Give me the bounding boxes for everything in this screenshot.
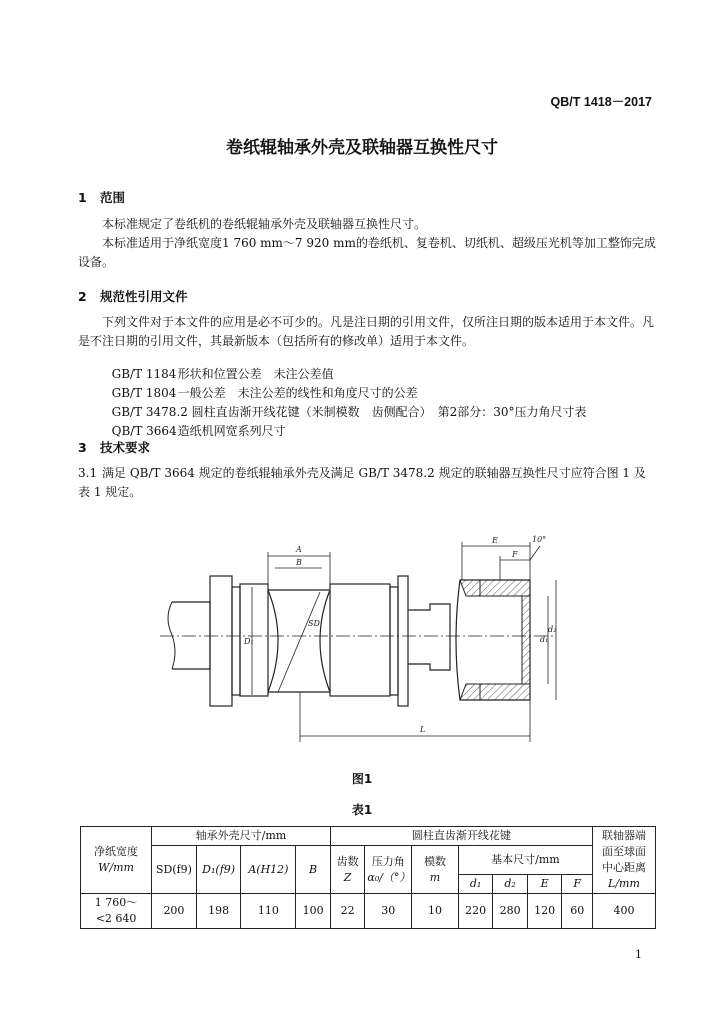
section-1-para-1: 本标准规定了卷纸机的卷纸辊轴承外壳及联轴器互换性尺寸。: [102, 217, 427, 231]
reference-code: QB/T 3664: [111, 424, 177, 438]
section-2-heading: [78, 287, 188, 305]
standard-code: QB/T 1418－2017: [550, 95, 652, 109]
section-2-number: 2: [78, 289, 87, 304]
section-1-title: 范围: [100, 190, 126, 205]
reference-code: GB/T 3478.2: [111, 405, 188, 419]
cell-sd: 200: [152, 894, 197, 929]
table-row: [81, 894, 656, 929]
header-pressure-line2: α₀/（°）: [367, 870, 411, 884]
cell-width-line2: <2 640: [95, 912, 137, 925]
section-1-para-2: 本标准适用于净纸宽度1 760 mm～7 920 mm的卷纸机、复卷机、切纸机、超级压光机等加工整饰完成设备。: [78, 236, 656, 269]
coupling-body: [456, 580, 530, 700]
cell-f: 60: [562, 894, 593, 929]
cell-alpha: 30: [365, 894, 412, 929]
figure-1-drawing: [160, 532, 560, 747]
header-teeth: [330, 846, 365, 894]
table-header-row: [81, 846, 656, 875]
header-coupling: [592, 827, 655, 894]
header-width-line2: W/mm: [98, 861, 134, 874]
clause-3-1-number: 3.1: [78, 466, 98, 480]
cell-width-line1: 1 760～: [94, 896, 138, 909]
section-2-para-1: 下列文件对于本文件的应用是必不可少的。凡是注日期的引用文件，仅所注日期的版本适用于本文件。凡是不注日期的引用文件，其最新版本（包括所有的修改单）适用于本文件。: [78, 315, 655, 348]
label-d1: d₁: [540, 635, 549, 644]
table-caption: 表1: [351, 803, 373, 817]
cell-width: [81, 894, 152, 929]
cell-spline-d2: 280: [493, 894, 528, 929]
header-width-line1: 净纸宽度: [94, 845, 139, 858]
header-housing-group: 轴承外壳尺寸/mm: [152, 827, 331, 846]
header-teeth-line2: Z: [343, 870, 352, 884]
header-b: B: [296, 846, 331, 894]
header-pressure-line1: 压力角: [371, 854, 405, 868]
left-inner-flange: [232, 587, 240, 695]
reference-title: 造纸机网宽系列尺寸: [177, 424, 286, 438]
figure-caption: 图1: [351, 772, 373, 786]
header-teeth-line1: 齿数: [336, 854, 359, 868]
cell-e: 120: [527, 894, 562, 929]
cell-b: 100: [296, 894, 331, 929]
right-housing: [330, 584, 390, 696]
section-3-title: 技术要求: [100, 440, 151, 455]
label-d2: d₂: [548, 625, 557, 634]
shaft-neck: [408, 604, 450, 670]
label-E: E: [492, 536, 498, 545]
header-coupling-line2: 面至球面: [601, 845, 646, 858]
reference-code: GB/T 1184: [111, 367, 177, 381]
label-B: B: [296, 558, 302, 567]
header-spline-d2: d₂: [493, 875, 528, 894]
header-sd: SD(f9): [152, 846, 197, 894]
header-coupling-line3: 中心距离: [601, 861, 646, 874]
reference-item: [104, 408, 286, 439]
cell-l: 400: [592, 894, 655, 929]
section-1-heading: [78, 188, 125, 206]
clause-3-1: [78, 464, 656, 502]
shaft-break: [168, 602, 175, 669]
reference-code: GB/T 1804: [111, 386, 177, 400]
reference-title: 圆柱直齿渐开线花键（米制模数 齿侧配合） 第2部分：30°压力角尺寸表: [191, 405, 587, 419]
sphere-right: [320, 590, 330, 692]
header-f: F: [562, 875, 593, 894]
left-flange: [210, 576, 232, 706]
cell-m: 10: [412, 894, 459, 929]
cell-spline-d1: 220: [458, 894, 493, 929]
cell-d1: 198: [196, 894, 241, 929]
table-header-row: [81, 827, 656, 846]
label-D1: D₁: [244, 637, 254, 646]
sphere-left: [268, 590, 278, 692]
page-number: 1: [635, 948, 642, 961]
label-F: F: [512, 550, 518, 559]
label-SD: SD: [308, 619, 320, 628]
header-coupling-line4: L/mm: [608, 877, 640, 890]
section-1-number: 1: [78, 190, 87, 205]
spec-table: [80, 826, 656, 929]
section-3-number: 3: [78, 440, 87, 455]
label-angle: 10°: [532, 535, 547, 544]
header-spline-d1: d₁: [458, 875, 493, 894]
section-2-title: 规范性引用文件: [100, 289, 188, 304]
label-L: L: [420, 725, 426, 734]
header-width: [81, 827, 152, 894]
header-basic-group: 基本尺寸/mm: [458, 846, 592, 875]
clause-3-1-text: 满足 QB/T 3664 规定的卷纸辊轴承外壳及满足 GB/T 3478.2 规定的联轴器互换性尺寸应符合图 1 及表 1 规定。: [78, 466, 646, 499]
shaft-stub: [172, 602, 210, 669]
header-ah12: A(H12): [241, 846, 296, 894]
right-inner-flange: [390, 587, 398, 695]
cell-a: 110: [241, 894, 296, 929]
reference-title: 一般公差 未注公差的线性和角度尺寸的公差: [177, 386, 418, 400]
header-pressure: [365, 846, 412, 894]
label-A: A: [296, 545, 302, 554]
header-spline-group: 圆柱直齿渐开线花键: [330, 827, 592, 846]
section-3-heading: [78, 438, 150, 456]
header-e: E: [527, 875, 562, 894]
document-title: 卷纸辊轴承外壳及联轴器互换性尺寸: [226, 138, 498, 158]
reference-title: 形状和位置公差 未注公差值: [177, 367, 334, 381]
header-coupling-line1: 联轴器端: [601, 829, 646, 842]
header-module-line2: m: [429, 870, 441, 884]
right-flange: [398, 576, 408, 706]
header-d1f9: D₁(f9): [196, 846, 241, 894]
header-module-line1: 模数: [423, 854, 446, 868]
header-module: [412, 846, 459, 894]
cell-z: 22: [330, 894, 365, 929]
